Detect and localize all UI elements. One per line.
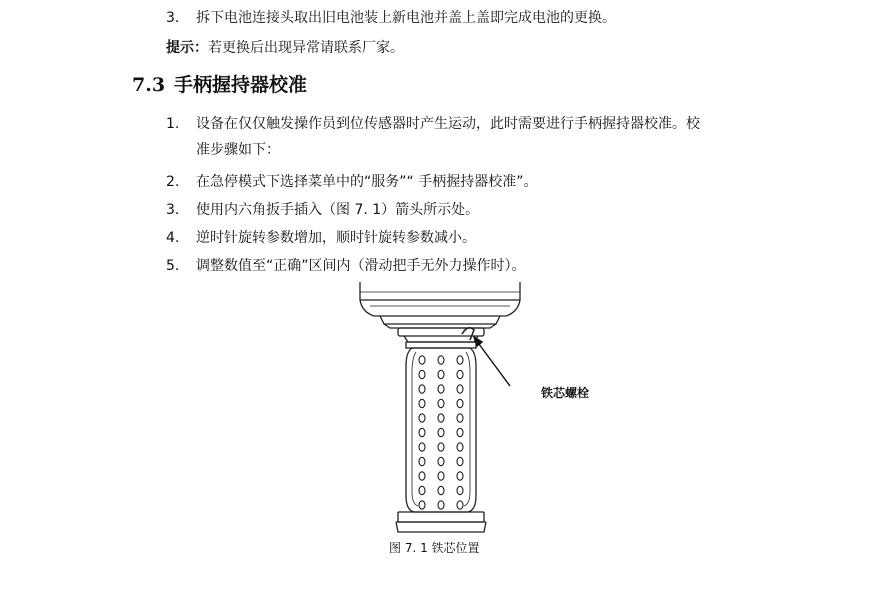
tip-label: 提示： xyxy=(166,40,208,56)
section-title: 手柄握持器校准 xyxy=(174,74,308,96)
handle-illustration xyxy=(350,282,530,537)
section-number: 7.3 xyxy=(132,74,166,96)
grip-dot xyxy=(438,472,444,480)
grip-dot xyxy=(438,399,444,407)
grip-dot xyxy=(419,443,425,451)
step-number: 3. xyxy=(166,202,180,218)
grip-dot xyxy=(457,443,463,451)
figure-caption: 图 7. 1 铁芯位置 xyxy=(389,541,480,555)
grip-dot xyxy=(457,370,463,378)
tip-text: 若更换后出现异常请联系厂家。 xyxy=(208,40,404,56)
grip-dot xyxy=(438,370,444,378)
step-number: 4. xyxy=(166,230,180,246)
grip-dot xyxy=(419,428,425,436)
grip-dot xyxy=(419,370,425,378)
grip-dot xyxy=(419,399,425,407)
step-text: 逆时针旋转参数增加，顺时针旋转参数减小。 xyxy=(196,230,476,246)
step-number: 5. xyxy=(166,258,180,274)
step-text: 调整数值至“正确”区间内（滑动把手无外力操作时）。 xyxy=(196,258,526,274)
grip-dot xyxy=(457,399,463,407)
step-text-continued: 准步骤如下： xyxy=(196,142,280,158)
step-text: 使用内六角扳手插入（图 7. 1）箭头所示处。 xyxy=(196,202,480,218)
grip-dot xyxy=(438,501,444,509)
step-number: 1. xyxy=(166,116,180,132)
grip-dot xyxy=(457,385,463,393)
grip-dot xyxy=(438,385,444,393)
grip-dot xyxy=(419,472,425,480)
grip-dot xyxy=(438,457,444,465)
section-heading xyxy=(132,72,307,98)
grip-dot xyxy=(457,501,463,509)
grip-dot xyxy=(419,385,425,393)
grip-dot xyxy=(419,356,425,364)
grip-dot xyxy=(438,414,444,422)
grip-dot xyxy=(438,428,444,436)
grip-dot xyxy=(419,414,425,422)
grip-dot xyxy=(457,457,463,465)
grip-dot xyxy=(438,443,444,451)
grip-dot xyxy=(438,356,444,364)
grip-dot xyxy=(457,472,463,480)
step-text: 拆下电池连接头取出旧电池装上新电池并盖上盖即完成电池的更换。 xyxy=(196,10,616,26)
grip-dot xyxy=(457,486,463,494)
grip-dot xyxy=(457,414,463,422)
grip-dot xyxy=(457,428,463,436)
step-number: 2. xyxy=(166,174,180,190)
grip-dot xyxy=(419,501,425,509)
step-text: 在急停模式下选择菜单中的“服务”“ 手柄握持器校准”。 xyxy=(196,174,538,190)
grip-dot xyxy=(457,356,463,364)
grip-dot xyxy=(419,457,425,465)
step-number: 3. xyxy=(166,10,180,26)
tip-line xyxy=(166,38,404,58)
grip-dot xyxy=(438,486,444,494)
grip-dot xyxy=(419,486,425,494)
step-text: 设备在仅仅触发操作员到位传感器时产生运动，此时需要进行手柄握持器校准。校 xyxy=(196,116,700,132)
figure-callout-label: 铁芯螺栓 xyxy=(541,386,590,400)
